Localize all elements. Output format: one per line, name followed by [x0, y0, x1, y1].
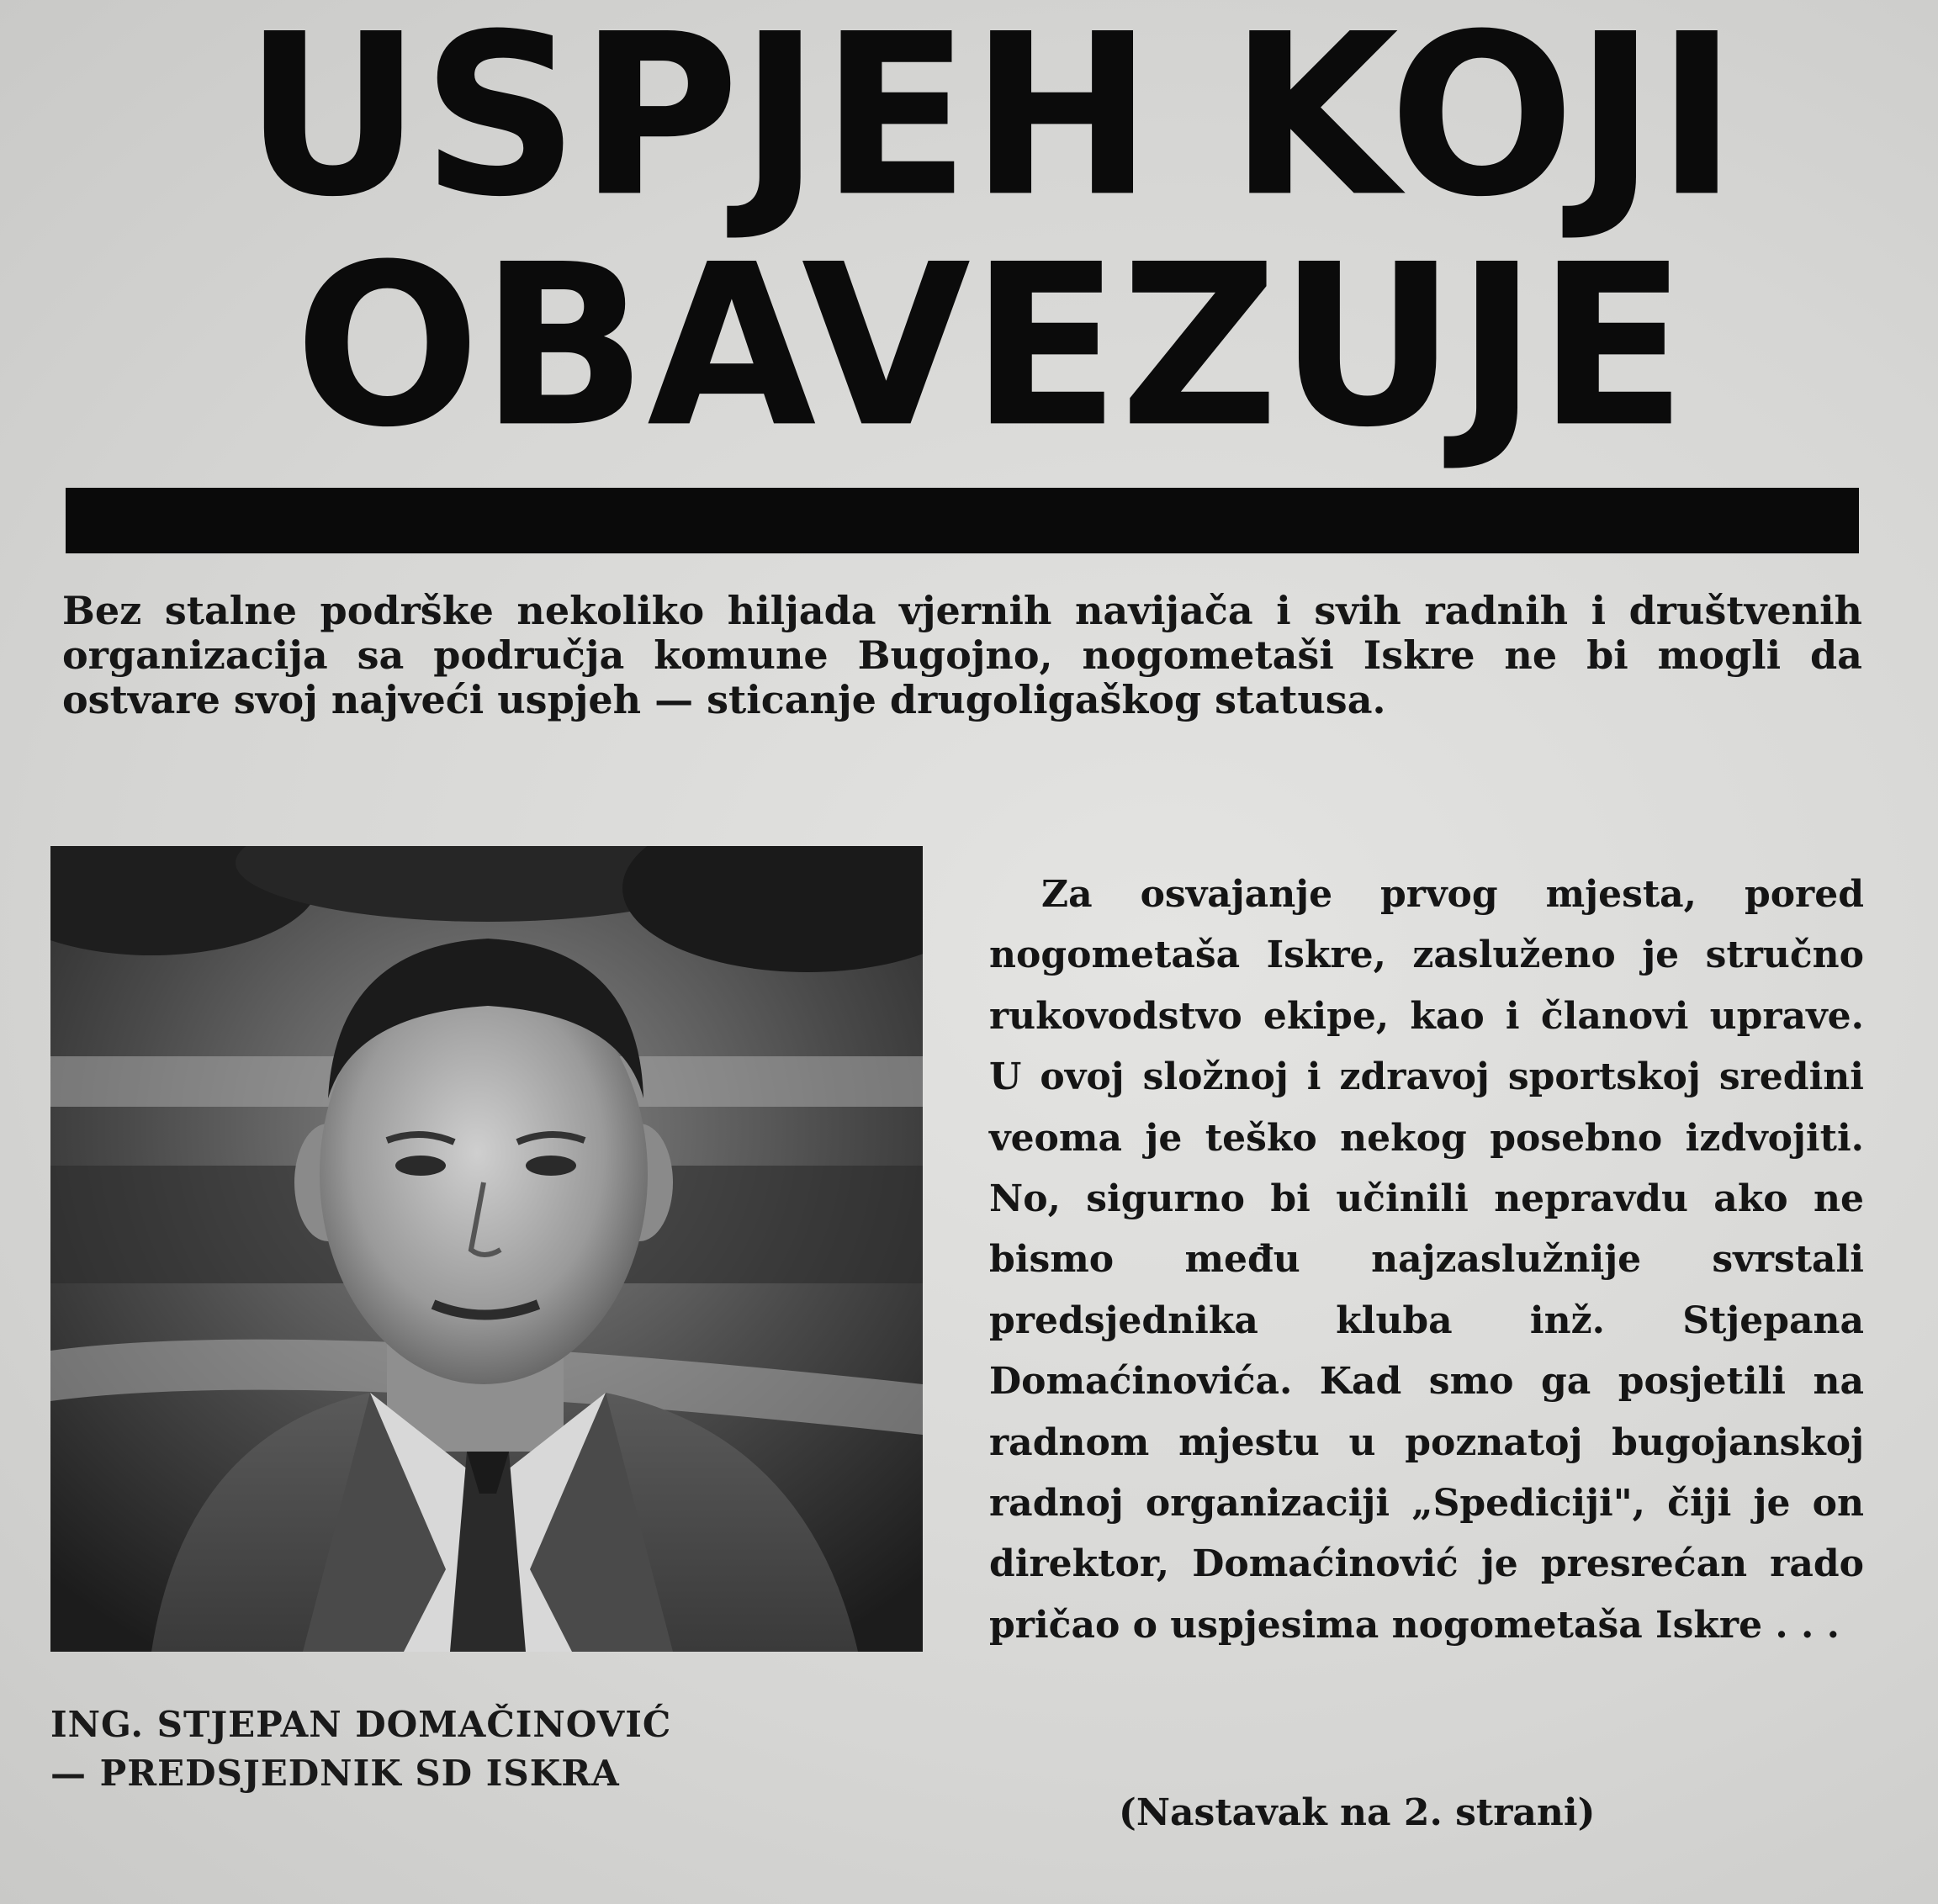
caption-line-1: ING. STJEPAN DOMAČINOVIĆ	[50, 1704, 672, 1745]
lead-paragraph: Bez stalne podrške nekoliko hiljada vjernih navijača i svih radnih i društvenih organizacija sa područja komune Bugojno, nogometaši Iskre ne bi mogli da ostvare svoj najveći uspjeh — sticanje drugoligaškog statusa.	[62, 588, 1862, 722]
portrait-photo-icon	[50, 846, 923, 1652]
caption-line-2: — PREDSJEDNIK SD ISKRA	[50, 1753, 620, 1794]
portrait-photo	[50, 846, 923, 1652]
body-paragraph: Za osvajanje prvog mjesta, pored nogometaša Iskre, zasluženo je stručno rukovodstvo ekipe, kao i članovi uprave. U ovoj složnoj i zdravoj sportskoj sredini veoma je teško nekog posebno izdvojiti. No, sigurno bi učinili nepravdu ako ne bismo među najzaslužnije svrstali predsjednika kluba inž. Stjepana Domaćinovića. Kad smo ga posjetili na radnom mjestu u poznatoj bugojanskoj radnoj organizaciji „Spediciji", čiji je on direktor, Domaćinović je presrećan rado pričao o uspjesima nogometaša Iskre . . .	[989, 873, 1864, 1647]
continued-note: (Nastavak na 2. strani)	[1119, 1791, 1596, 1834]
photo-caption	[50, 1700, 925, 1798]
headline-line-1: USPJEH KOJI	[244, 0, 1738, 246]
black-divider-bar	[66, 488, 1859, 553]
headline-line-2: OBAVEZUJE	[294, 217, 1687, 477]
